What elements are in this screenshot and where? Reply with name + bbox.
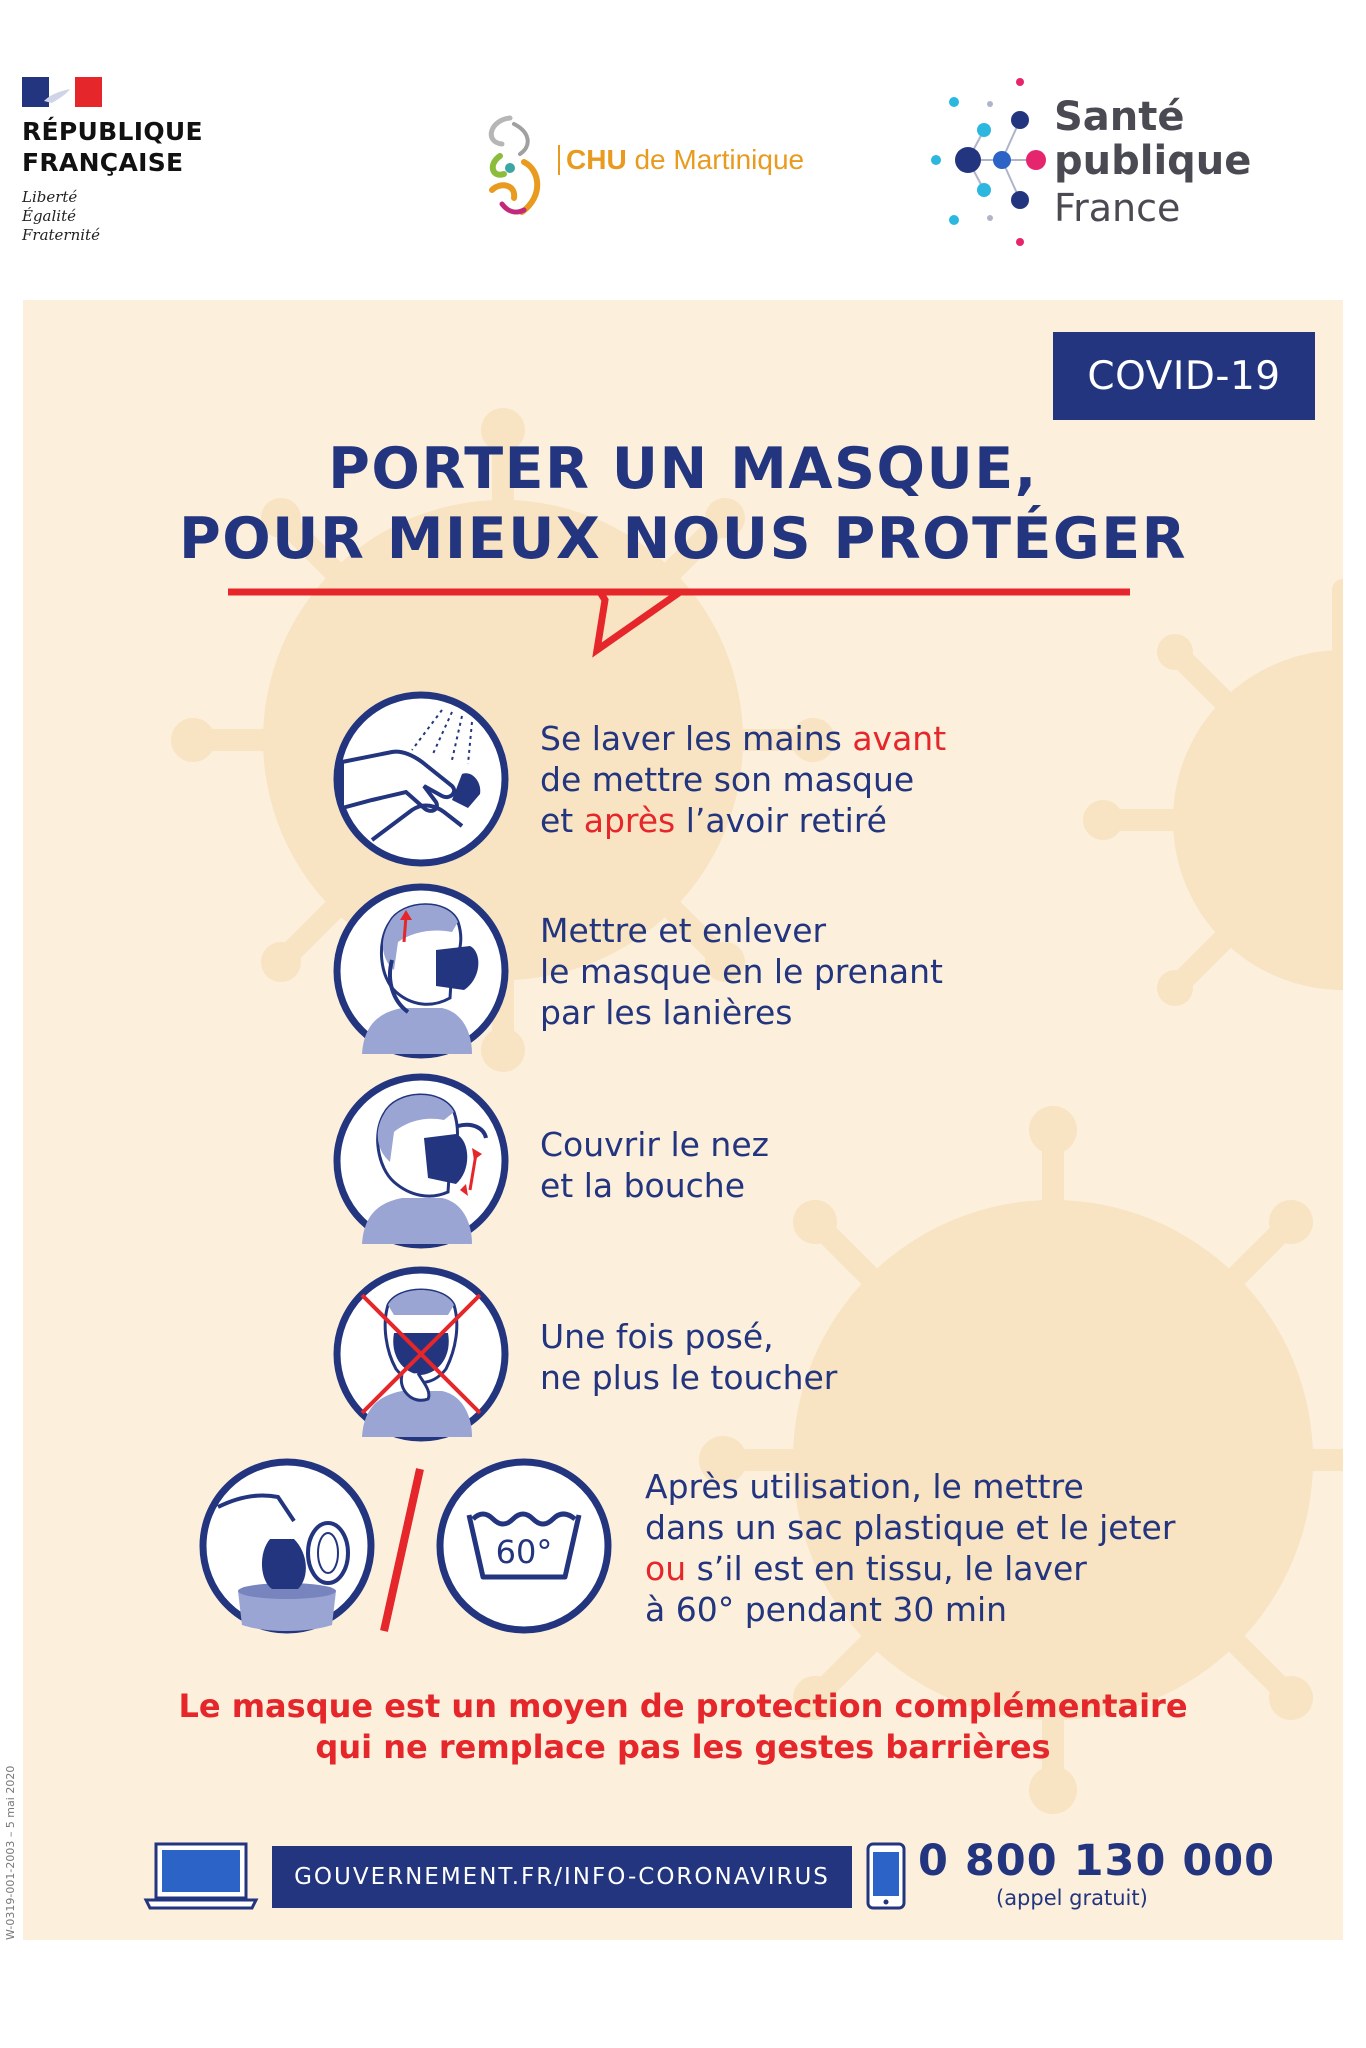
document-reference: W-0319-001-2003 – 5 mai 2020: [4, 1765, 17, 1940]
trash-bag-icon: [198, 1457, 376, 1635]
sante-publique-france-text-1: Santé: [1054, 94, 1185, 140]
marianne-flag-logo: [22, 77, 102, 107]
step-3-text: Couvrir le nez et la bouche: [540, 1125, 769, 1205]
step-2-text: Mettre et enlever le masque en le prenant par les lanières: [540, 911, 943, 1032]
covid-19-badge: COVID-19: [1053, 332, 1315, 420]
republique-francaise-logo-text: RÉPUBLIQUE FRANÇAISE: [22, 117, 203, 177]
laptop-icon: [142, 1842, 260, 1910]
sante-publique-france-logo-mark: [930, 74, 1050, 250]
mask-straps-icon: [332, 882, 510, 1060]
hand-washing-icon: [332, 690, 510, 868]
sante-publique-france-text-3: France: [1054, 186, 1181, 230]
sante-publique-france-text-2: publique: [1054, 138, 1252, 184]
complementary-protection-note: Le masque est un moyen de protection complémentaire qui ne remplace pas les gestes barrières: [178, 1687, 1188, 1766]
wash-60-icon: [435, 1457, 613, 1635]
do-not-touch-icon: [332, 1265, 510, 1443]
speech-bubble-underline: [225, 582, 1145, 662]
hotline-phone-number[interactable]: 0 800 130 000: [918, 1836, 1276, 1886]
cover-nose-mouth-icon: [332, 1072, 510, 1250]
step-5-text: Après utilisation, le mettre dans un sac plastique et le jeter ou s’il est en tissu, le laver à 60° pendant 30 min: [645, 1467, 1176, 1629]
step-1-text: Se laver les mains avant de mettre son masque et après l’avoir retiré: [540, 719, 947, 840]
poster-title: PORTER UN MASQUE, POUR MIEUX NOUS PROTÉGER: [178, 436, 1188, 572]
free-call-note: (appel gratuit): [996, 1886, 1148, 1910]
chu-martinique-logo-text: CHU de Martinique: [558, 145, 804, 175]
smartphone-icon: [866, 1842, 906, 1910]
or-slash-divider: [376, 1465, 428, 1635]
gouvernement-info-coronavirus-link[interactable]: GOUVERNEMENT.FR/INFO-CORONAVIRUS: [272, 1846, 852, 1908]
wash-60-label: 60°: [495, 1533, 553, 1571]
step-4-text: Une fois posé, ne plus le toucher: [540, 1317, 838, 1397]
chu-martinique-logo-mark: [480, 112, 548, 220]
republique-motto: Liberté Égalité Fraternité: [22, 188, 100, 244]
